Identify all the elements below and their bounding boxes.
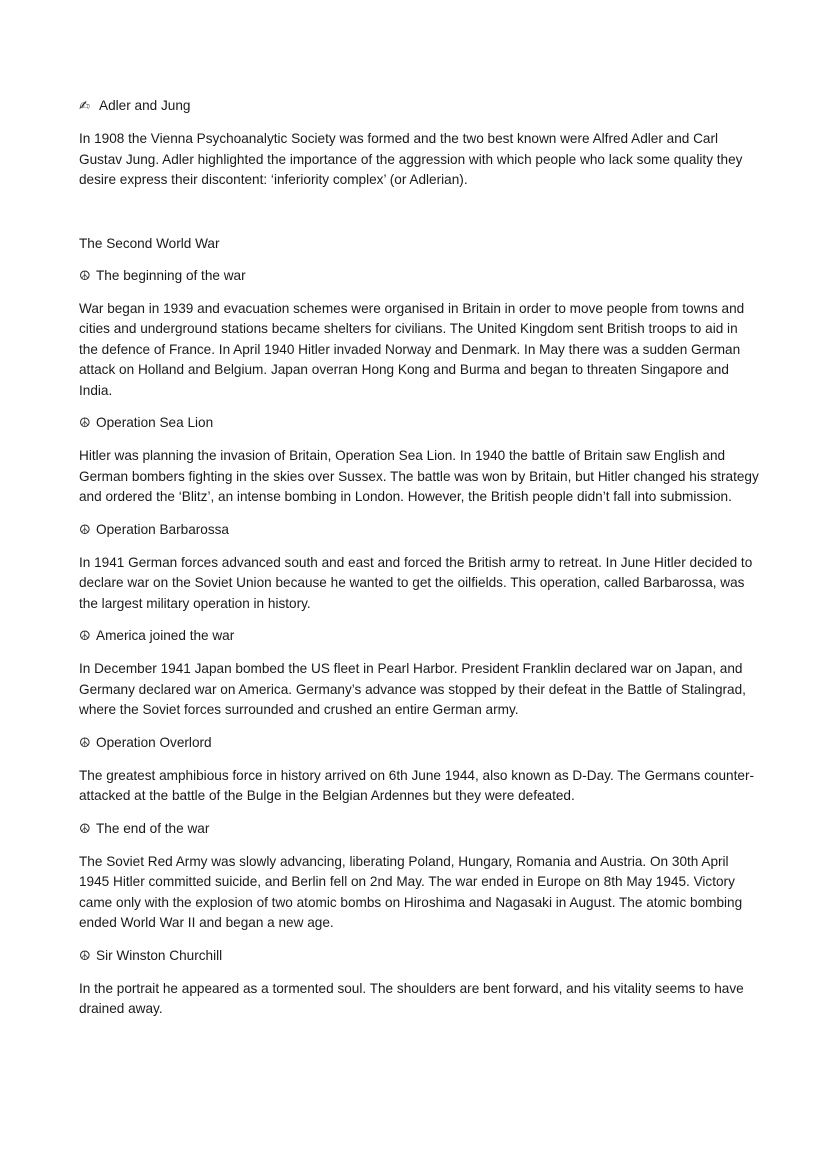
section-heading-text: The beginning of the war [96, 267, 246, 283]
section-heading-end-of-war [79, 819, 759, 839]
section-heading-overlord [79, 733, 759, 753]
section-heading-barbarossa [79, 520, 759, 540]
section-heading-text: Operation Barbarossa [96, 521, 229, 537]
peace-icon: ☮ [79, 268, 91, 284]
document-page [79, 96, 759, 1020]
section-paragraph-adler-jung: In 1908 the Vienna Psychoanalytic Society was formed and the two best known were Alfred Adler and Carl Gustav Jung. Adler highlighted the importance of the aggression with which people who lack some quality they desire express their discontent: ‘inferiority complex’ (or Adlerian). [79, 131, 743, 187]
section-heading-text: America joined the war [96, 628, 235, 643]
section-heading-text: Operation Overlord [96, 734, 212, 750]
section-paragraph-end-of-war: The Soviet Red Army was slowly advancing, liberating Poland, Hungary, Romania and Austria. On 30th April 1945 Hitler committed suicide, and Berlin fell on 2nd May. The war ended in Europe on 8th May 1945. Victory came only with the explosion of two atomic bombs on Hiroshima and Nagasaki in August. The atomic bombing ended World War II and began a new age. [79, 853, 743, 930]
peace-icon: ☮ [79, 522, 91, 538]
section-heading-text: Adler and Jung [99, 98, 191, 113]
section-paragraph-barbarossa: In 1941 German forces advanced south and east and forced the British army to retreat. In June Hitler decided to declare war on the Soviet Union because he wanted to get the oilfields. This operation, called Barbarossa, was the largest military operation in history. [79, 554, 753, 611]
peace-icon: ☮ [79, 629, 91, 644]
section-paragraph-sea-lion: Hitler was planning the invasion of Britain, Operation Sea Lion. In 1940 the battle of Britain saw English and German bombers fighting in the skies over Sussex. The battle was won by Britain, but Hitler changed his strategy and ordered the ‘Blitz’, an intense bombing in London. However, the British people didn’t fall into submission. [79, 448, 759, 504]
chapter-title: The Second World War [79, 235, 220, 251]
section-heading-adler-jung [79, 96, 759, 116]
writing-hand-icon: ✍ [79, 99, 90, 114]
section-paragraph-beginning: War began in 1939 and evacuation schemes were organised in Britain in order to move people from towns and cities and underground stations became shelters for civilians. The United Kingdom sent British troops to aid in the defence of France. In April 1940 Hitler invaded Norway and Denmark. In May there was a sudden German attack on Holland and Belgium. Japan overran Hong Kong and Burma and began to threaten Singapore and India. [79, 300, 745, 398]
peace-icon: ☮ [79, 948, 91, 964]
section-paragraph-overlord: The greatest amphibious force in history arrived on 6th June 1944, also known as D-Day. The Germans counter-attacked at the battle of the Bulge in the Belgian Ardennes but they were defeated. [79, 767, 754, 803]
section-paragraph-churchill: In the portrait he appeared as a tormented soul. The shoulders are bent forward, and his vitality seems to have drained away. [79, 980, 744, 1016]
section-heading-text: The end of the war [96, 820, 210, 836]
section-paragraph-america: In December 1941 Japan bombed the US fleet in Pearl Harbor. President Franklin declared war on Japan, and Germany declared war on America. Germany’s advance was stopped by their defeat in the Battle of Stalingrad, where the Soviet forces surrounded and crushed an entire German army. [79, 661, 746, 717]
peace-icon: ☮ [79, 735, 91, 751]
section-heading-america [79, 626, 759, 646]
peace-icon: ☮ [79, 821, 91, 837]
section-heading-beginning [79, 266, 759, 286]
section-heading-text: Sir Winston Churchill [96, 947, 223, 963]
section-heading-sea-lion [79, 413, 759, 433]
section-heading-text: Operation Sea Lion [96, 415, 214, 430]
peace-icon: ☮ [79, 416, 91, 431]
section-heading-churchill [79, 946, 759, 966]
